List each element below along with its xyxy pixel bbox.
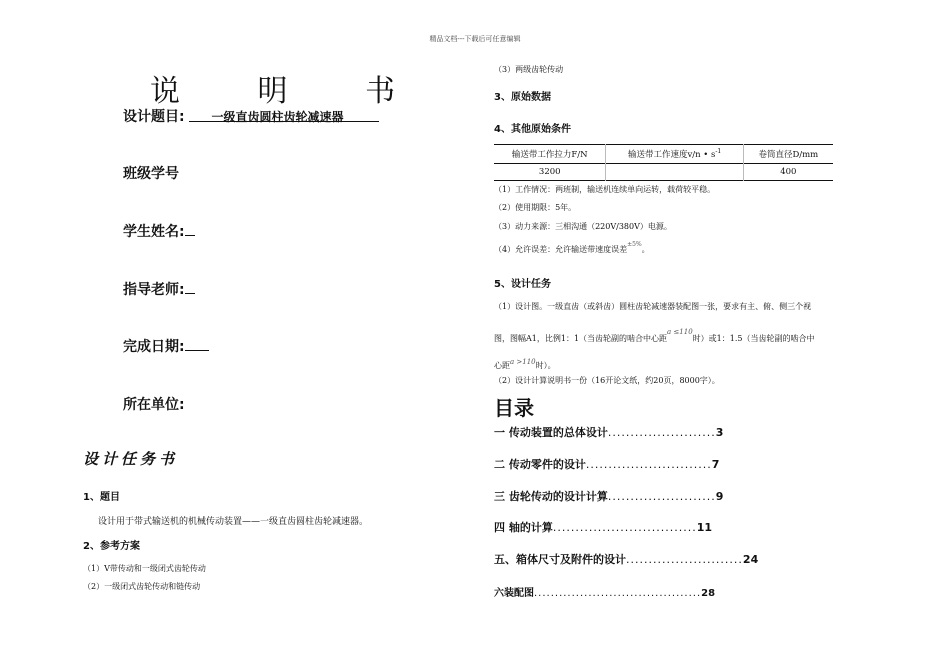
toc-item-page: 7 xyxy=(711,458,720,471)
error-formula: ±5% xyxy=(627,241,642,248)
design-topic-value: 一级直齿圆柱齿轮减速器 xyxy=(189,108,379,122)
scheme-item: （1）V带传动和一级闭式齿轮传动 xyxy=(83,564,206,573)
section-5-heading: 5、设计任务 xyxy=(494,279,551,290)
section-2-heading: 2、参考方案 xyxy=(83,541,140,552)
toc-item-label: 四 轴的计算 xyxy=(494,521,553,534)
table-row xyxy=(494,164,833,181)
toc-item[interactable] xyxy=(494,424,814,440)
toc-item[interactable] xyxy=(494,519,814,535)
toc-item[interactable] xyxy=(494,584,814,599)
condition-item-4 xyxy=(494,241,650,255)
toc-item[interactable] xyxy=(494,551,814,567)
task-text: 图，图幅A1，比例1：1（当齿轮副的啮合中心距 xyxy=(494,334,668,343)
section-4-heading: 4、其他原始条件 xyxy=(494,124,571,135)
page-header: 精品文档---下载后可任意编辑 xyxy=(429,35,521,43)
toc-item[interactable] xyxy=(494,488,814,504)
student-name-blank xyxy=(185,221,195,236)
section-3-heading: 3、原始数据 xyxy=(494,92,551,103)
center-distance-formula: a >110 xyxy=(510,358,536,366)
design-topic-label: 设计题目: xyxy=(123,109,185,125)
date-blank xyxy=(185,336,209,351)
teacher-row xyxy=(123,279,195,299)
toc-item-page: 3 xyxy=(715,426,724,439)
task-paragraph-2: （2）设计计算说明书一份（16开论文纸，约20页，8000字）。 xyxy=(494,376,720,385)
toc-leader-dots: .......................... xyxy=(626,553,743,566)
student-name-label: 学生姓名: xyxy=(123,224,185,240)
scheme-item: （2）一级闭式齿轮传动和链传动 xyxy=(83,582,201,591)
parameters-table xyxy=(494,144,833,181)
toc-item-label: 三 齿轮传动的设计计算 xyxy=(494,490,608,503)
cover-title: 说 明 书 xyxy=(150,74,430,109)
toc-item-label: 六装配图 xyxy=(494,588,534,599)
table-header-cell: 输送带工作拉力F/N xyxy=(511,150,588,160)
task-paragraph-1-line-1: （1）设计图。一级直齿（或斜齿）圆柱齿轮减速器装配图一张，要求有主、俯、侧三个视 xyxy=(494,302,812,311)
task-paragraph-1-line-3 xyxy=(494,360,556,371)
toc-leader-dots: ........................ xyxy=(607,490,716,503)
task-text: 心距 xyxy=(494,361,510,370)
toc-leader-dots: ............................ xyxy=(585,458,712,471)
toc-item[interactable] xyxy=(494,456,814,472)
table-header-cell: 卷筒直径D/mm xyxy=(743,145,833,164)
table-header-row xyxy=(494,145,833,164)
task-book-title: 设计任务书 xyxy=(83,450,179,468)
toc-leader-dots: ........................................ xyxy=(534,588,702,599)
date-row xyxy=(123,336,209,356)
teacher-label: 指导老师: xyxy=(123,282,185,298)
date-label: 完成日期: xyxy=(123,339,185,355)
toc-item-page: 24 xyxy=(742,553,759,566)
speed-header-text: 输送带工作速度v/n • s xyxy=(627,150,716,160)
teacher-blank xyxy=(185,279,195,294)
table-cell xyxy=(606,164,743,181)
toc-title: 目录 xyxy=(494,396,534,420)
center-distance-formula: a ≤110 xyxy=(667,328,693,336)
toc-leader-dots: ........................ xyxy=(607,426,716,439)
condition-4-end: 。 xyxy=(641,245,650,254)
task-paragraph-1-line-2 xyxy=(494,328,815,344)
scheme-item: （3）两级齿轮传动 xyxy=(494,65,564,74)
condition-item: （1）工作情况：两班制，输送机连续单向运转，载荷较平稳。 xyxy=(494,185,716,194)
section-1-text: 设计用于带式输送机的机械传动装置——一级直齿圆柱齿轮减速器。 xyxy=(98,517,369,527)
table-header-cell xyxy=(606,145,743,164)
toc-item-label: 一 传动装置的总体设计 xyxy=(494,426,608,439)
section-1-heading: 1、题目 xyxy=(83,492,120,503)
table-cell: 400 xyxy=(743,164,833,181)
toc-item-page: 28 xyxy=(701,588,716,599)
task-text: 时）或1：1.5（当齿轮副的啮合中 xyxy=(692,334,815,343)
table-cell: 3200 xyxy=(538,167,561,177)
task-text: 时）。 xyxy=(535,361,556,370)
toc-item-label: 二 传动零件的设计 xyxy=(494,458,586,471)
toc-item-label: 五、箱体尺寸及附件的设计 xyxy=(494,553,626,566)
toc-item-page: 9 xyxy=(715,490,724,503)
condition-4-text: （4）允许误差：允许输送带速度误差 xyxy=(494,245,628,254)
speed-header-sup: -1 xyxy=(715,148,722,156)
toc-leader-dots: ................................ xyxy=(552,521,697,534)
condition-item: （2）使用期限：5年。 xyxy=(494,203,577,212)
class-number-label: 班级学号 xyxy=(123,166,179,182)
unit-label: 所在单位: xyxy=(123,397,185,413)
design-topic-row xyxy=(123,106,379,126)
condition-item: （3）动力来源：三相沟通（220V/380V）电源。 xyxy=(494,222,672,231)
toc-item-page: 11 xyxy=(696,521,713,534)
student-name-row xyxy=(123,221,195,241)
